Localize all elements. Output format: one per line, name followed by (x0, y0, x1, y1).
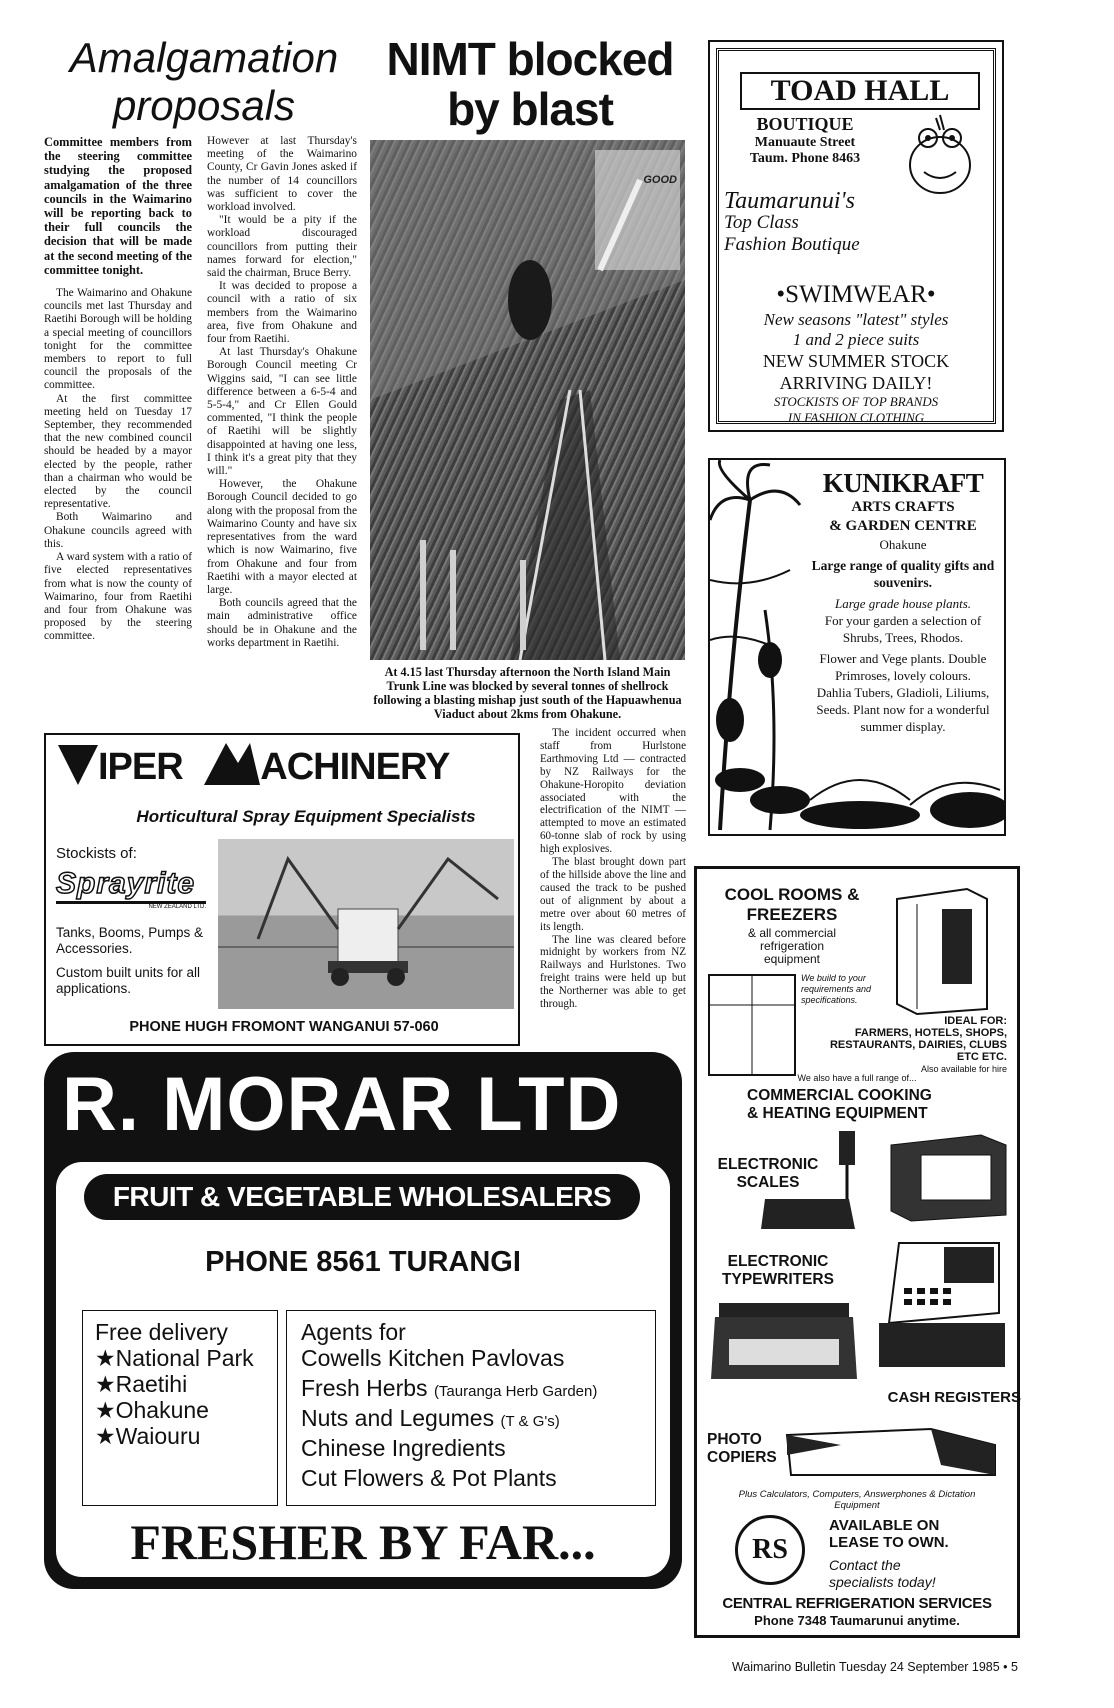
viper-name-b: ACHINERY (260, 746, 450, 788)
article-paragraph: The incident occurred when staff from Hurlstone Earthmoving Ltd — contracted by NZ Railways for the Ohakune-Horopito deviation associated with the electrification of the NIMT — attempted to move an estimated 60-tonne slab of rock by using high explosives. (540, 727, 686, 856)
agents-title: Agents for (301, 1319, 406, 1345)
crs-cash-registers: CASH REGISTERS (887, 1389, 1021, 1406)
crs-copiers-line1: PHOTO (707, 1431, 762, 1448)
viper-m-icon (204, 743, 260, 785)
article-paragraph: A ward system with a ratio of five elected representatives from what is now the county of Waimarino, four from Raetihi and four from Ohakune was proposed by the steering committee. (44, 551, 192, 643)
article-paragraph: "It would be a pity if the workload discouraged councillors from putting their names forward for election," said the chairman, Bruce Berry. (207, 214, 357, 280)
crs-logo (735, 1515, 805, 1585)
viper-stockists: Stockists of: (56, 845, 137, 862)
kunikraft-place: Ohakune (879, 537, 927, 552)
kunikraft-line5: Dahlia Tubers, Gladioli, Liliums, Seeds. Plant now for a wonderful summer display. (816, 685, 990, 734)
crs-company: CENTRAL REFRIGERATION SERVICES (722, 1595, 992, 1612)
amalgamation-lead: Committee members from the steering committee studying the proposed amalgamation of the three councils in the Waimarino will be reporting back to their full councils the decision that will be made at the second meeting of the committee tonight. (44, 135, 192, 277)
article-paragraph: However at last Thursday's meeting of the Waimarino County, Cr Gavin Jones asked if the number of 14 councillors was sufficient to cover the workload involved. (207, 135, 357, 214)
viper-phone: PHONE HUGH FROMONT WANGANUI 57-060 (129, 1019, 439, 1035)
crs-scales-line2: SCALES (736, 1174, 800, 1191)
kunikraft-line4: Flower and Vege plants. Double Primroses, lovely colours. (819, 651, 987, 683)
rail-track-illustration (370, 140, 685, 660)
toad-hall-line3: NEW SUMMER STOCK (762, 351, 950, 371)
agent-item: Fresh Herbs (Tauranga Herb Garden) (301, 1375, 598, 1401)
cool-room-illustration (887, 879, 997, 1019)
amalgamation-headline-line1: Amalgamation (69, 34, 339, 81)
crs-contact-line1: Contact the (829, 1557, 901, 1573)
crs-range: We also have a full range of... (797, 1073, 917, 1083)
kunikraft-line1: Large range of quality gifts and souvenirs. (811, 558, 995, 590)
amalgamation-headline-line2: proposals (112, 82, 296, 129)
crs-lease-line1: AVAILABLE ON (829, 1517, 940, 1534)
viper-ad (44, 733, 520, 1046)
delivery-item: ★Waiouru (95, 1423, 201, 1449)
crs-ideal (807, 1015, 1007, 1075)
nimt-headline-line2: by blast (447, 83, 613, 135)
crs-ideal-list: FARMERS, HOTELS, SHOPS, RESTAURANTS, DAIRIES, CLUBS ETC ETC. (829, 1027, 1007, 1063)
morar-slogan: FRESHER BY FAR... (130, 1514, 596, 1570)
sprayrite-sub: NEW ZEALAND LTD. (148, 904, 206, 910)
delivery-item: ★Raetihi (95, 1371, 188, 1397)
crs-plus: Plus Calculators, Computers, Answerphones & Dictation Equipment (738, 1489, 976, 1511)
agent-item: Cut Flowers & Pot Plants (301, 1465, 557, 1491)
crs-cooking (707, 1087, 1017, 1123)
crs-cool-line2: FREEZERS (746, 905, 838, 924)
article-paragraph: It was decided to propose a council with a ratio of six members from the Waimarino area, five from Ohakune and four from Raetihi. (207, 280, 357, 346)
article-paragraph: At the first committee meeting held on Tuesday 17 September, they recommended that the new combined council should be headed by a mayor elected by the people, rather than a chairman who would be elected by the council representative. (44, 392, 192, 511)
crs-commercial: & all commercial refrigeration equipment (747, 926, 837, 966)
crs-lease-line2: LEASE TO OWN. (829, 1534, 949, 1551)
kunikraft-name: KUNIKRAFT (822, 468, 984, 498)
amalgamation-headline (44, 34, 364, 130)
toad-hall-details (724, 280, 988, 426)
article-paragraph: The Waimarino and Ohakune councils met last Thursday and Raetihi Borough will be holding a special meeting of councillors tonight for the committee members to report to full council the proposals of the committee. (44, 287, 192, 392)
viper-custom: Custom built units for all applications. (56, 965, 201, 996)
agent-item: Cowells Kitchen Pavlovas (301, 1345, 565, 1371)
morar-delivery (82, 1310, 278, 1506)
oven-illustration (881, 1125, 1011, 1225)
photocopier-illustration (781, 1415, 1001, 1485)
toad-hall-name: TOAD HALL (770, 74, 950, 107)
crs-contact-line2: specialists today! (829, 1574, 936, 1590)
toad-hall-tagline (724, 190, 984, 256)
article-paragraph: The line was cleared before midnight by workers from NZ Railways and Hurlstones. Two freight trains were held up but the Northerner was able to get through. (540, 933, 686, 1011)
kunikraft-line2: Large grade house plants. (834, 596, 972, 611)
crs-typewriters-line2: TYPEWRITERS (722, 1271, 834, 1288)
kunikraft-line3: For your garden a selection of Shrubs, Trees, Rhodos. (824, 613, 982, 645)
crs-phone: Phone 7348 Taumarunui anytime. (754, 1613, 960, 1628)
toad-hall-tag2: Top Class (724, 212, 799, 233)
nimt-headline (370, 34, 690, 134)
freezer-illustration (705, 961, 805, 1081)
sprayer-photo (218, 839, 514, 1009)
nimt-caption: At 4.15 last Thursday afternoon the North Island Main Trunk Line was blocked by several tonnes of shellrock following a blasting mishap just south of the Hapuawhenua Viaduct about 2kms from Ohakune. (373, 665, 682, 721)
toad-hall-line5: STOCKISTS OF TOP BRANDS (773, 394, 939, 409)
toad-hall-swimwear: •SWIMWEAR• (776, 281, 936, 308)
viper-items: Tanks, Booms, Pumps & Accessories. (56, 925, 204, 956)
nimt-headline-line1: NIMT blocked (386, 33, 674, 85)
sprayer-illustration (218, 839, 514, 1009)
morar-name: R. MORAR LTD (62, 1062, 622, 1147)
viper-tagline: Horticultural Spray Equipment Specialists (136, 807, 476, 826)
toad-hall-line1: New seasons "latest" styles (763, 310, 949, 329)
crs-logo-text: RS (752, 1534, 788, 1565)
toad-hall-street: Manuaute Street (754, 135, 856, 150)
crs-typewriters (713, 1253, 843, 1289)
viper-v-icon (58, 743, 98, 785)
crs-copiers-line2: COPIERS (707, 1449, 777, 1466)
delivery-item: ★National Park (95, 1345, 254, 1371)
toad-hall-tag3: Fashion Boutique (724, 234, 860, 255)
crs-cooking-line2: & HEATING EQUIPMENT (747, 1105, 928, 1122)
morar-agents (286, 1310, 656, 1506)
amalgamation-col2 (207, 135, 357, 650)
crs-build: We build to your requirements and specifications. (801, 973, 872, 1005)
morar-banner: FRUIT & VEGETABLE WHOLESALERS (84, 1174, 640, 1220)
morar-phone: PHONE 8561 TURANGI (205, 1246, 521, 1278)
morar-white-panel (56, 1162, 670, 1577)
crs-ad (694, 866, 1020, 1638)
toad-hall-title (740, 72, 980, 110)
toad-hall-line4: ARRIVING DAILY! (779, 373, 933, 393)
toad-hall-tag1: Taumarunui's (724, 188, 855, 214)
scales-illustration (759, 1129, 859, 1239)
agent-item: Nuts and Legumes (T & G's) (301, 1405, 560, 1431)
article-paragraph: Both councils agreed that the main administrative office should be in Ohakune and the works department in Raetihi. (207, 597, 357, 649)
excavator-label: GOOD (643, 174, 677, 186)
nimt-body (540, 727, 686, 1011)
page-footer: Waimarino Bulletin Tuesday 24 September 1985 • 5 (731, 1660, 1018, 1674)
delivery-title: Free delivery (95, 1319, 228, 1345)
crs-ideal-title: IDEAL FOR: (944, 1015, 1007, 1027)
article-paragraph: Both Waimarino and Ohakune councils agreed with this. (44, 511, 192, 550)
crs-typewriters-line1: ELECTRONIC (727, 1253, 829, 1270)
toad-hall-line6: IN FASHION CLOTHING (787, 410, 925, 425)
kunikraft-text (805, 468, 1001, 735)
crs-scales-line1: ELECTRONIC (717, 1156, 819, 1173)
toad-hall-info (730, 114, 880, 167)
kunikraft-sub1: ARTS CRAFTS (851, 499, 955, 515)
toad-hall-type: BOUTIQUE (756, 114, 854, 134)
nimt-photo (370, 140, 685, 660)
crs-cool-line1: COOL ROOMS & (724, 885, 860, 904)
cash-register-illustration (869, 1233, 1009, 1373)
crs-cooking-line1: COMMERCIAL COOKING (747, 1087, 932, 1104)
sprayrite-logo (56, 867, 206, 910)
crs-copiers (707, 1431, 787, 1467)
sprayrite-brand: Sprayrite (56, 867, 206, 904)
crs-cool (707, 885, 877, 966)
kunikraft-sub2: & GARDEN CENTRE (829, 518, 977, 534)
viper-logo (58, 743, 518, 789)
article-paragraph: At last Thursday's Ohakune Borough Council meeting Cr Wiggins said, "I can see little difference between a 6-5-4 and 5-5-4," and Cr Ellen Gould commented, "I think the people of Raetihi will be slightly disappointed at having one less, I think it's a great pity that they will." (207, 346, 357, 478)
agent-item: Chinese Ingredients (301, 1435, 506, 1461)
kunikraft-ad (708, 458, 1006, 836)
crs-lease (829, 1517, 1019, 1591)
typewriter-illustration (709, 1299, 859, 1389)
toad-hall-phone: Taum. Phone 8463 (749, 151, 861, 166)
article-paragraph: The blast brought down part of the hillside above the line and caused the track to be pushed out of alignment by about a metre over about 60 metres of its length. (540, 856, 686, 933)
toad-hall-line2: 1 and 2 piece suits (792, 330, 920, 349)
article-paragraph: However, the Ohakune Borough Council decided to go along with the proposal from the Waimarino County and have six representatives from the ward which is now Waimarino, five from Ohakune and four from Raetihi with a mayor elected at large. (207, 478, 357, 596)
amalgamation-col1 (44, 135, 192, 644)
delivery-item: ★Ohakune (95, 1397, 209, 1423)
crs-hire: Also available for hire (920, 1064, 1007, 1074)
viper-name-a: IPER (98, 746, 183, 788)
frog-icon (900, 110, 980, 200)
morar-ad (44, 1052, 682, 1589)
toad-hall-ad (708, 40, 1004, 432)
